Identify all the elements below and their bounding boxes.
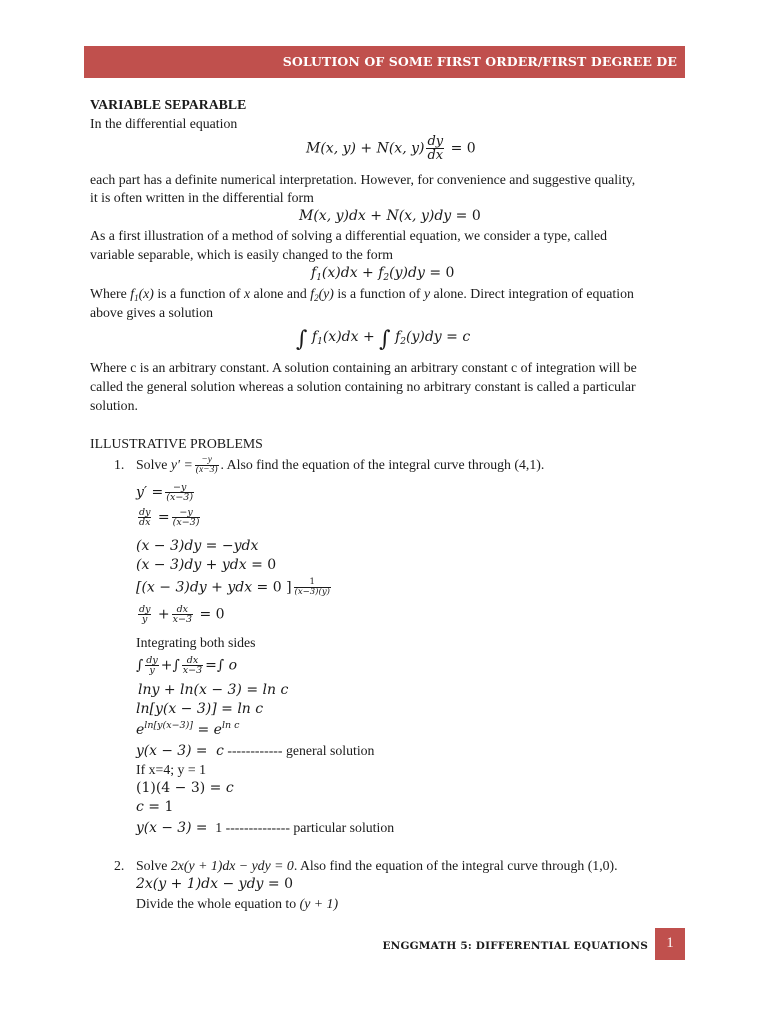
particular-solution-line: y(x − 3) = 1 -------------- particular solution xyxy=(136,820,395,836)
paragraph-line: As a first illustration of a method of solving a differential equation, we consider a type, called xyxy=(90,228,607,243)
problem-2-statement: Solve 2x(y + 1)dx − ydy = 0. Also find the equation of the integral curve through (1,0). xyxy=(136,858,618,873)
step-8: lny + ln(x − 3) = ln c xyxy=(138,682,289,698)
divide-label: Divide the whole equation to xyxy=(136,896,297,911)
paragraph-line: above gives a solution xyxy=(90,305,213,320)
equation-integral-solution: ∫ $f_1(x)dx$ + ∫ $f_2(y)dy = c$ xyxy=(296,327,471,352)
step-11: (1)(4 − 3) = c xyxy=(136,780,234,796)
page-number: 1 xyxy=(666,935,674,951)
paragraph-line: variable separable, which is easily changed to the form xyxy=(90,247,394,262)
step-1: y′ = $\frac{-y}{(x-3)}$ xyxy=(136,482,194,503)
problem-1-suffix: . Also find the equation of the integral curve through (4,1). xyxy=(220,457,545,472)
paragraph-line: solution. xyxy=(90,398,138,413)
step-2: $\frac{dy}{dx}$ = $\frac{-y}{(x-3)}$ xyxy=(139,507,200,528)
general-solution-line: y(x − 3) = c ------------ general solution xyxy=(136,743,375,759)
page-number-box xyxy=(655,928,685,960)
condition-line: If x=4; y = 1 xyxy=(136,762,206,777)
step-10: $e^{ln[y(x-3)]} = e^{ln c}$ xyxy=(136,720,240,738)
equation-separable-form: $f_1(x)dx + f_2(y)dy = 0$ xyxy=(311,265,455,283)
step-9: ln[y(x − 3)] = ln c xyxy=(136,701,264,717)
paragraph-line: In the differential equation xyxy=(90,116,238,131)
step-5: [(x − 3)dy + ydx = 0 ] $\frac{1}{(x-3)(y)}$ xyxy=(136,577,330,597)
step-12: c = 1 xyxy=(136,799,174,815)
section-title: VARIABLE SEPARABLE xyxy=(90,97,247,112)
paragraph-line: Where c is an arbitrary constant. A solution containing an arbitrary constant c of integration will be xyxy=(90,360,637,375)
footer-title: ENGGMATH 5: DIFFERENTIAL EQUATIONS xyxy=(382,940,648,952)
paragraph-line: called the general solution whereas a solution containing no arbitrary constant is called a particular xyxy=(90,379,636,394)
header-bar xyxy=(84,46,685,78)
particular-solution-label: -------------- particular solution xyxy=(225,820,395,835)
equation-differential-form: M(x, y)dx + N(x, y)dy = 0 xyxy=(299,208,481,224)
paragraph-line: Where $f_1(x)$ is a function of x alone and $f_2(y)$ is a function of y alone. Direct integration of equation xyxy=(90,286,634,303)
step-6: $\frac{dy}{y}$ + $\frac{dx}{x-3}$ = 0 xyxy=(139,604,225,625)
problem-1-number: 1. xyxy=(114,457,125,472)
divide-line: Divide the whole equation to (y + 1) xyxy=(136,896,339,911)
problem-2-suffix: . Also find the equation of the integral curve through (1,0). xyxy=(293,858,618,873)
step-4: (x − 3)dy + ydx = 0 xyxy=(136,557,277,573)
problem-2-number: 2. xyxy=(114,858,125,873)
step-13: 2x(y + 1)dx − ydy = 0 xyxy=(136,876,293,892)
step-3: (x − 3)dy = −ydx xyxy=(136,538,259,554)
step-7: ∫ $\frac{dy}{y}$ +∫ $\frac{dx}{x-3}$ =∫ o xyxy=(136,655,238,676)
paragraph-line: it is often written in the differential form xyxy=(90,190,314,205)
integrating-label: Integrating both sides xyxy=(136,635,256,650)
equation-main: M(x, y) + N(x, y) $\frac{dy}{dx}$ = 0 xyxy=(306,134,476,163)
paragraph-line: each part has a definite numerical interpretation. However, for convenience and suggestive quality, xyxy=(90,172,636,187)
problem-1-statement: Solve y′ = $\frac{-y}{(x-3)}$ . Also find the equation of the integral curve through (4,1). xyxy=(136,455,545,476)
problems-heading: ILLUSTRATIVE PROBLEMS xyxy=(90,436,263,451)
general-solution-label: ------------ general solution xyxy=(227,743,375,758)
header-title: SOLUTION OF SOME FIRST ORDER/FIRST DEGREE DE xyxy=(282,54,677,69)
